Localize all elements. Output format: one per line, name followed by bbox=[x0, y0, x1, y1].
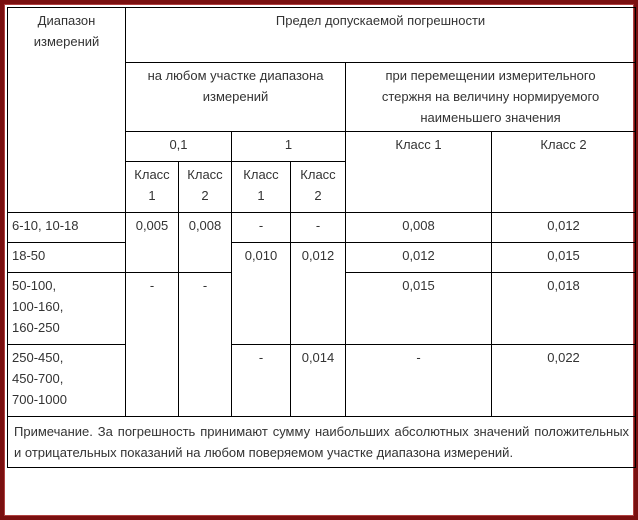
row2-range: 18-50 bbox=[8, 243, 126, 273]
rod-move-header: при перемещении измерительного стержня на величину нормируемого наименьшего значения bbox=[346, 63, 636, 132]
row4-rod-class2: 0,022 bbox=[492, 345, 636, 417]
row3-rod-class2: 0,018 bbox=[492, 273, 636, 345]
row4-div1-class1: - bbox=[232, 345, 291, 417]
row1-range: 6-10, 10-18 bbox=[8, 213, 126, 243]
range-header: Диапазон измерений bbox=[8, 8, 126, 213]
table-note: Примечание. За погрешность принимают сумму наибольших абсолютных значений положительных и отрицательных показаний на любом поверяемом участке диапазона измерений. bbox=[8, 417, 636, 468]
div01-class2-header: Класс 2 bbox=[179, 162, 232, 213]
row3-rod-class1: 0,015 bbox=[346, 273, 492, 345]
div1-class2-header: Класс 2 bbox=[291, 162, 346, 213]
row3-div01-class1: - bbox=[126, 273, 179, 417]
row1-div01-class1: 0,005 bbox=[126, 213, 179, 273]
row1-div1-class1: - bbox=[232, 213, 291, 243]
row2-rod-class2: 0,015 bbox=[492, 243, 636, 273]
row1-div01-class2: 0,008 bbox=[179, 213, 232, 273]
row1-rod-class2: 0,012 bbox=[492, 213, 636, 243]
row2-div1-class1: 0,010 bbox=[232, 243, 291, 345]
row2-rod-class1: 0,012 bbox=[346, 243, 492, 273]
div01-class1-header: Класс 1 bbox=[126, 162, 179, 213]
division-01-header: 0,1 bbox=[126, 132, 232, 162]
row1-div1-class2: - bbox=[291, 213, 346, 243]
error-limits-table bbox=[7, 7, 636, 468]
row4-range: 250-450, 450-700, 700-1000 bbox=[8, 345, 126, 417]
any-section-header: на любом участке диапазона измерений bbox=[126, 63, 346, 132]
rod-class2-header: Класс 2 bbox=[492, 132, 636, 213]
row3-div01-class2: - bbox=[179, 273, 232, 417]
error-limit-header: Предел допускаемой погрешности bbox=[126, 8, 636, 63]
rod-class1-header: Класс 1 bbox=[346, 132, 492, 213]
row2-div1-class2: 0,012 bbox=[291, 243, 346, 345]
row4-rod-class1: - bbox=[346, 345, 492, 417]
row1-rod-class1: 0,008 bbox=[346, 213, 492, 243]
row3-range: 50-100, 100-160, 160-250 bbox=[8, 273, 126, 345]
row4-div1-class2: 0,014 bbox=[291, 345, 346, 417]
div1-class1-header: Класс 1 bbox=[232, 162, 291, 213]
division-1-header: 1 bbox=[232, 132, 346, 162]
